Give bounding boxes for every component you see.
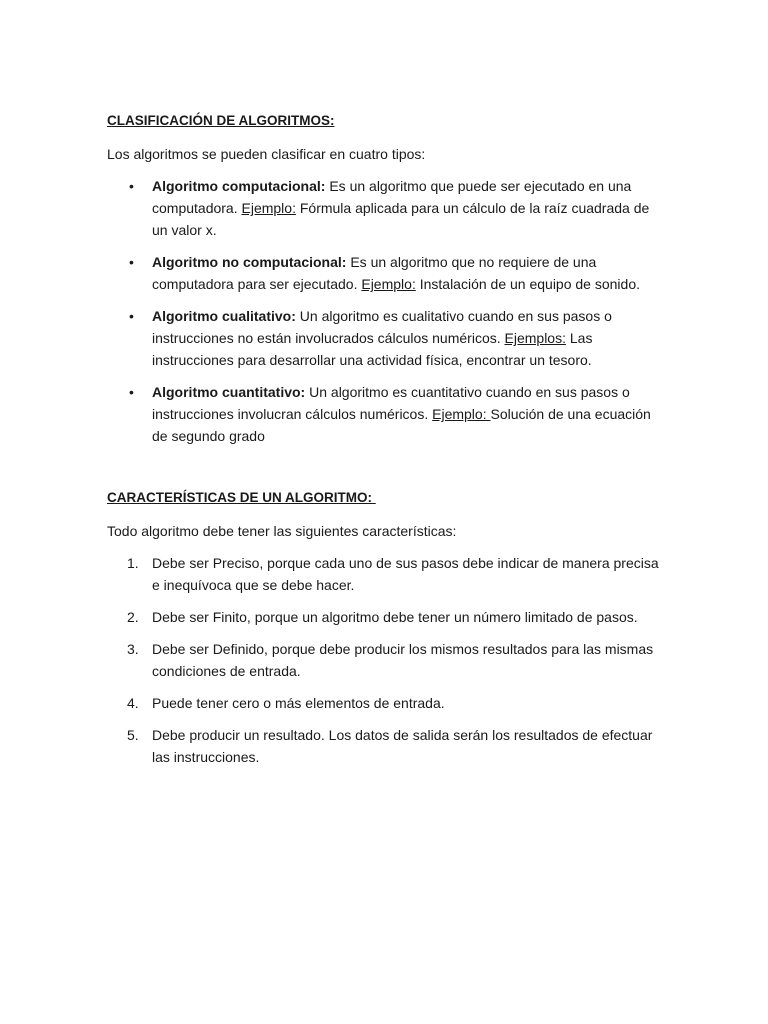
item-term: Algoritmo no computacional: — [152, 254, 347, 270]
example-text: Instalación de un equipo de sonido. — [415, 276, 640, 292]
list-number: 2. — [127, 609, 139, 625]
item-text: Debe producir un resultado. Los datos de salida serán los resultados de efectuar las instrucciones. — [152, 727, 653, 765]
item-text: Debe ser Finito, porque un algoritmo debe tener un número limitado de pasos. — [152, 609, 638, 625]
item-text: Un algoritmo es cuantitativo cuando en sus pasos o instrucciones involucran cálculos numéricos. — [152, 384, 630, 422]
example-text: Solución de una ecuación de segundo grado — [152, 406, 651, 444]
bullet-marker: • — [129, 178, 134, 194]
example-label: Ejemplo: — [432, 406, 491, 422]
section-intro-clasificacion: Los algoritmos se pueden clasificar en cuatro tipos: — [107, 146, 426, 162]
list-number: 5. — [127, 727, 139, 743]
item-text: Es un algoritmo que puede ser ejecutado en una computadora. — [152, 178, 632, 216]
example-text: Las instrucciones para desarrollar una actividad física, encontrar un tesoro. — [152, 330, 593, 368]
list-item — [107, 724, 667, 768]
example-label: Ejemplos: — [504, 330, 566, 346]
list-item — [107, 692, 667, 714]
example-label: Ejemplo: — [361, 276, 416, 292]
characteristics-section — [107, 487, 667, 768]
item-term: Algoritmo cualitativo: — [152, 308, 296, 324]
bullet-marker: • — [129, 308, 134, 324]
list-number: 4. — [127, 695, 139, 711]
bullet-marker: • — [129, 384, 134, 400]
example-text: Fórmula aplicada para un cálculo de la raíz cuadrada de un valor x. — [152, 200, 650, 238]
list-item — [107, 175, 667, 241]
list-number: 3. — [127, 641, 139, 657]
algorithm-types-list — [107, 175, 667, 447]
bullet-marker: • — [129, 254, 134, 270]
list-item — [107, 251, 667, 295]
characteristics-list — [107, 552, 667, 768]
section-heading-caracteristicas: CARACTERÍSTICAS DE UN ALGORITMO: — [107, 490, 376, 505]
document-page — [107, 110, 667, 778]
item-text: Puede tener cero o más elementos de entrada. — [152, 695, 445, 711]
item-text: Es un algoritmo que no requiere de una computadora para ser ejecutado. — [152, 254, 597, 292]
item-text: Debe ser Definido, porque debe producir los mismos resultados para las mismas condiciones de entrada. — [152, 641, 654, 679]
item-text: Un algoritmo es cualitativo cuando en sus pasos o instrucciones no están involucrados cálculos numéricos. — [152, 308, 612, 346]
list-item — [107, 606, 667, 628]
section-intro-caracteristicas: Todo algoritmo debe tener las siguientes características: — [107, 523, 457, 539]
item-text: Debe ser Preciso, porque cada uno de sus pasos debe indicar de manera precisa e inequívoca que se debe hacer. — [152, 555, 659, 593]
list-item — [107, 638, 667, 682]
list-number: 1. — [127, 555, 139, 571]
example-label: Ejemplo: — [241, 200, 296, 216]
list-item — [107, 381, 667, 447]
list-item — [107, 552, 667, 596]
section-heading-clasificacion: CLASIFICACIÓN DE ALGORITMOS: — [107, 113, 335, 128]
item-term: Algoritmo cuantitativo: — [152, 384, 306, 400]
item-term: Algoritmo computacional: — [152, 178, 326, 194]
list-item — [107, 305, 667, 371]
